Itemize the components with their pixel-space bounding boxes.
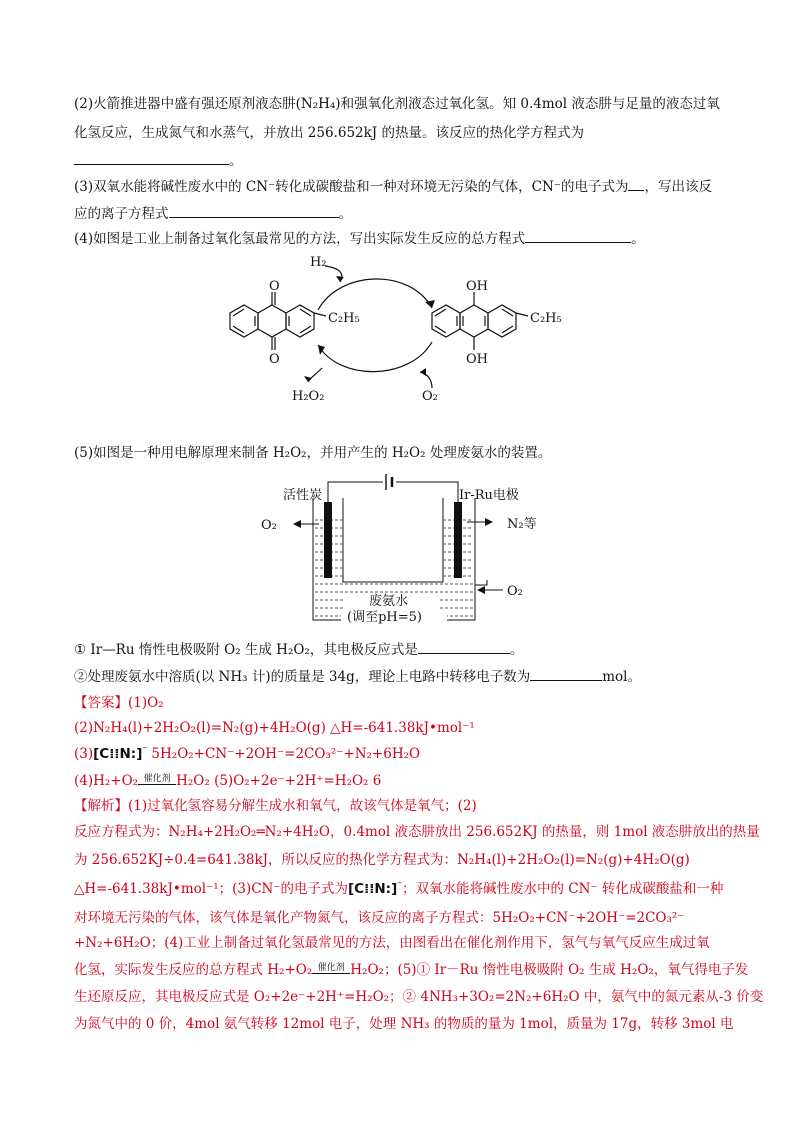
q5-sub2-end: mol。 bbox=[602, 669, 641, 685]
analysis-line2: 反应方程式为：N₂H₄+2H₂O₂═N₂+4H₂O，0.4mol 液态肼放出 256.652KJ 的热量，则 1mol 液态肼放出的热量 bbox=[74, 824, 760, 840]
ph-label: (调至pH=5) bbox=[347, 610, 422, 625]
analysis-line3: 为 256.652KJ÷0.4=641.38kJ，所以反应的热化学方程式为：N₂H₄(l)+2H₂O₂(l)=N₂(g)+4H₂O(g) bbox=[74, 852, 690, 868]
left-ethyl-label: C₂H₅ bbox=[328, 311, 360, 326]
anthraquinone-cycle-diagram bbox=[210, 250, 610, 420]
n2-out-label: N₂等 bbox=[507, 517, 537, 532]
answer-line3 bbox=[74, 745, 420, 763]
ir-ru-electrode bbox=[454, 502, 462, 578]
answer-2: (2)N₂H₄(l)+2H₂O₂(l)=N₂(g)+4H₂O(g) △H=-641.38kJ•mol⁻¹ bbox=[74, 720, 475, 736]
circuit-wire bbox=[328, 482, 383, 503]
q5-sub2-text: ②处理废氨水中溶质(以 NH₃ 计)的质量是 34g，理论上电路中转移电子数为 bbox=[74, 669, 531, 685]
cn-electron-dot-formula: [C⁞⁞N:]⁻ bbox=[348, 880, 403, 897]
answer-blank bbox=[74, 151, 229, 165]
analysis-line8: 生还原反应，其电极反应式是 O₂+2e⁻+2H⁺=H₂O₂；② 4NH₃+3O₂=2N₂+6H₂O 中，氨气中的氮元素从-3 价变 bbox=[74, 989, 764, 1005]
waste-ammonia-label: 废氨水 bbox=[369, 594, 409, 609]
answer-line4 bbox=[74, 772, 381, 790]
answer-blank bbox=[418, 640, 510, 654]
analysis-text-7b: H₂O₂；(5)① Ir－Ru 惰性电极吸附 O₂ 生成 H₂O₂，氧气得电子发 bbox=[350, 962, 749, 978]
q3-text-c: 应的离子方程式 bbox=[74, 206, 169, 222]
q3-text-b: ，写出该反 bbox=[644, 179, 712, 195]
q2-end: 。 bbox=[229, 153, 243, 169]
q3-text-a: (3)双氧水能将碱性废水中的 CN⁻转化成碳酸盐和一种对环境无污染的气体，CN⁻的电子式为 bbox=[74, 179, 629, 195]
analysis-line4 bbox=[74, 880, 723, 898]
ir-ru-electrode-label: Ir-Ru电极 bbox=[459, 488, 519, 503]
analysis-tag: 【解析】 bbox=[74, 798, 128, 814]
answer-4-b: H₂O₂ (5)O₂+2e⁻+2H⁺=H₂O₂ 6 bbox=[176, 773, 382, 789]
o2-out-label: O₂ bbox=[261, 518, 277, 533]
answer-4-a: (4)H₂+O₂ bbox=[74, 773, 139, 789]
top-hydroxyl-label: OH bbox=[466, 279, 488, 294]
answer-3-equation: 5H₂O₂+CN⁻+2OH⁻=2CO₃²⁻+N₂+6H₂O bbox=[147, 746, 421, 762]
q2-line3 bbox=[74, 151, 243, 170]
q4-line bbox=[74, 229, 645, 248]
answer-1: (1)O₂ bbox=[128, 695, 164, 711]
q5-sub2 bbox=[74, 667, 641, 686]
answer-line1 bbox=[74, 694, 164, 712]
analysis-line1 bbox=[74, 797, 477, 815]
q3-line2 bbox=[74, 204, 352, 223]
q5-sub1 bbox=[74, 640, 523, 659]
cycle-arrow-top bbox=[318, 279, 432, 310]
answer-blank bbox=[525, 229, 631, 243]
q5-text: (5)如图是一种用电解原理来制备 H₂O₂，并用产生的 H₂O₂ 处理废氨水的装置。 bbox=[74, 445, 552, 461]
analysis-text-4a: △H=-641.38kJ•mol⁻¹；(3)CN⁻的电子式为 bbox=[74, 881, 348, 897]
q3-end: 。 bbox=[338, 206, 352, 222]
analysis-line5: 对环境无污染的气体，该气体是氧化产物氮气，该反应的离子方程式：5H₂O₂+CN⁻+2OH⁻=2CO₃²⁻ bbox=[74, 910, 685, 926]
activated-carbon-label: 活性炭 bbox=[283, 488, 323, 503]
h2o2-label: H₂O₂ bbox=[292, 389, 325, 404]
q5-sub1-text: ① Ir—Ru 惰性电极吸附 O₂ 生成 H₂O₂，其电极反应式是 bbox=[74, 642, 418, 658]
o2-in-label: O₂ bbox=[507, 584, 523, 599]
analysis-line6: +N₂+6H₂O；(4)工业上制备过氧化氢最常见的方法，由图看出在催化剂作用下，氢气与氧气反应生成过氧 bbox=[74, 935, 710, 951]
answer-blank bbox=[169, 204, 339, 218]
answer-blank bbox=[628, 177, 644, 191]
q3-line1 bbox=[74, 177, 712, 196]
analysis-text-4b: ；双氧水能将碱性废水中的 CN⁻ 转化成碳酸盐和一种 bbox=[402, 881, 724, 897]
bottom-oxygen-label: O bbox=[269, 352, 280, 367]
ethylanthraquinone-structure bbox=[230, 292, 326, 350]
right-ethyl-label: C₂H₅ bbox=[530, 311, 562, 326]
answer-tag: 【答案】 bbox=[74, 695, 128, 711]
analysis-text-7a: 化氢，实际发生反应的总方程式 H₂+O₂ bbox=[74, 962, 313, 978]
top-oxygen-label: O bbox=[269, 279, 280, 294]
h2-label: H₂ bbox=[310, 255, 327, 270]
o2-label: O₂ bbox=[422, 389, 438, 404]
bottom-hydroxyl-label: OH bbox=[466, 352, 488, 367]
electrolysis-apparatus-diagram bbox=[255, 470, 555, 635]
analysis-line9: 为氮气中的 0 价，4mol 氨气转移 12mol 电子，处理 NH₃ 的物质的量为 1mol，质量为 17g，转移 3mol 电 bbox=[74, 1016, 734, 1032]
analysis-text-1: (1)过氧化氢容易分解生成水和氧气，故该气体是氧气；(2) bbox=[128, 798, 477, 814]
ethylanthrahydroquinone-structure bbox=[432, 292, 528, 350]
q4-end: 。 bbox=[631, 231, 645, 247]
q4-text: (4)如图是工业上制备过氧化氢最常见的方法，写出实际发生反应的总方程式 bbox=[74, 231, 526, 247]
q2-line1: (2)火箭推进器中盛有强还原剂液态肼(N₂H₄)和强氧化剂液态过氧化氢。知 0.4mol 液态肼与足量的液态过氧 bbox=[74, 96, 720, 112]
analysis-line7 bbox=[74, 961, 748, 979]
activated-carbon-electrode bbox=[324, 502, 332, 578]
q5-sub1-end: 。 bbox=[509, 642, 524, 658]
catalyst-arrow: 催化剂 bbox=[138, 775, 176, 785]
answer-3-prefix: (3) bbox=[74, 746, 94, 762]
cycle-arrow-bottom bbox=[318, 342, 432, 372]
cn-electron-dot-formula: [C⁞⁞N:]⁻ bbox=[93, 745, 148, 762]
catalyst-arrow: 催化剂 bbox=[312, 964, 350, 974]
q2-line2: 化氢反应，生成氮气和水蒸气，并放出 256.652kJ 的热量。该反应的热化学方程式为 bbox=[74, 125, 584, 141]
answer-blank bbox=[530, 667, 602, 681]
